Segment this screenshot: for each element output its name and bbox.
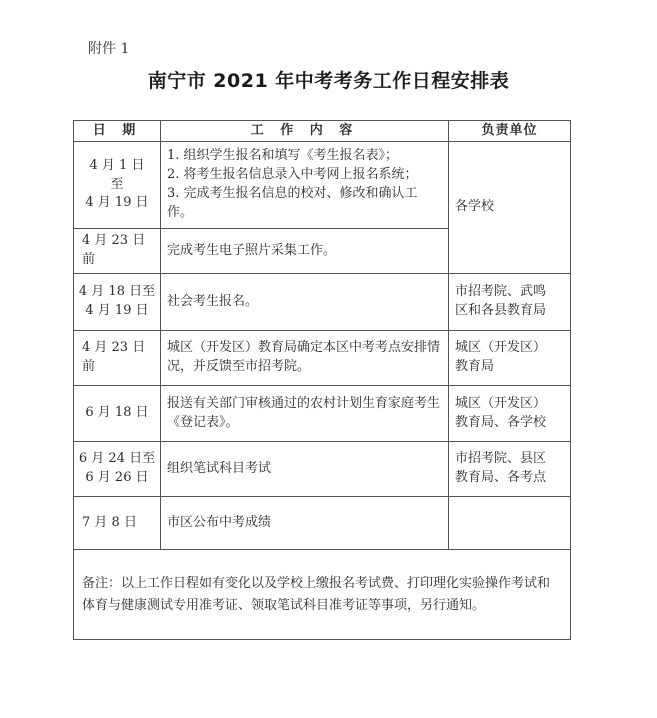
date-line: 4 月 18 日至	[78, 284, 156, 300]
content-line: 社会考生报名。	[167, 293, 259, 309]
content-cell	[161, 386, 449, 442]
schedule-table	[73, 120, 571, 640]
date-line: 4 月 19 日	[85, 195, 149, 211]
content-line: 2. 将考生报名信息录入中考网上报名系统；	[167, 167, 418, 183]
date-line: 6 月 18 日	[85, 405, 149, 421]
content-line: 组织笔试科目考试	[167, 460, 272, 476]
unit-cell	[449, 386, 571, 442]
unit-line: 市招考院、县区	[455, 451, 547, 467]
table-row	[74, 386, 571, 442]
content-cell	[161, 142, 449, 229]
content-line: 城区（开发区）教育局确定本区中考考点安排情况，并反馈至市招考院。	[167, 340, 441, 374]
date-line: 7 月 8 日	[82, 514, 137, 530]
unit-line: 区和各县教育局	[455, 303, 547, 318]
content-cell	[161, 274, 449, 331]
content-line: 3. 完成考生报名信息的校对、修改和确认工作。	[167, 186, 418, 220]
page-title: 南宁市 2021 年中考考务工作日程安排表	[147, 70, 510, 92]
date-cell	[74, 229, 161, 274]
unit-cell	[449, 274, 571, 331]
table-row	[74, 331, 571, 386]
table-row	[74, 274, 571, 331]
date-cell	[74, 142, 161, 229]
date-line: 6 月 26 日	[85, 470, 149, 485]
content-cell	[161, 229, 449, 274]
date-cell	[74, 442, 161, 497]
unit-line: 市招考院、武鸣	[455, 284, 547, 300]
date-cell	[74, 274, 161, 331]
unit-cell-merged	[449, 142, 571, 274]
unit-line: 城区（开发区）	[455, 395, 547, 411]
table-row	[74, 442, 571, 497]
unit-line: 教育局	[455, 359, 495, 374]
content-line: 1. 组织学生报名和填写《考生报名表》；	[167, 148, 399, 164]
content-line: 完成考生电子照片采集工作。	[167, 242, 337, 258]
unit-line: 城区（开发区）	[455, 340, 547, 356]
content-cell	[161, 442, 449, 497]
header-date: 日 期	[74, 121, 161, 142]
note-row	[74, 550, 571, 640]
header-content: 工 作 内 容	[161, 121, 449, 142]
note-text: 备注：以上工作日程如有变化以及学校上缴报名考试费、打印理化实验操作考试和体育与健康测试专用准考证、领取笔试科目准考证等事项，另行通知。	[82, 576, 551, 613]
content-cell	[161, 331, 449, 386]
date-line: 至	[110, 176, 124, 192]
unit-cell	[449, 497, 571, 550]
note-cell	[74, 550, 571, 640]
unit-line: 教育局、各考点	[455, 470, 547, 485]
content-line: 报送有关部门审核通过的农村计划生育家庭考生《登记表》。	[167, 395, 441, 430]
date-cell	[74, 497, 161, 550]
unit-cell	[449, 331, 571, 386]
header-unit: 负责单位	[449, 121, 571, 142]
unit-line: 各学校	[455, 199, 495, 215]
date-cell	[74, 331, 161, 386]
date-line: 4 月 23 日前	[82, 340, 146, 374]
content-line: 市区公布中考成绩	[167, 514, 272, 530]
unit-cell	[449, 442, 571, 497]
attachment-label: 附件 1	[88, 41, 130, 57]
date-line: 4 月 23 日前	[82, 233, 146, 267]
table-row	[74, 497, 571, 550]
date-cell	[74, 386, 161, 442]
table-header-row	[74, 121, 571, 142]
date-line: 4 月 19 日	[85, 303, 149, 318]
date-line: 6 月 24 日至	[78, 451, 156, 467]
content-cell	[161, 497, 449, 550]
unit-line: 教育局、各学校	[455, 414, 547, 430]
table-row	[74, 142, 571, 229]
date-line: 4 月 1 日	[89, 157, 145, 173]
